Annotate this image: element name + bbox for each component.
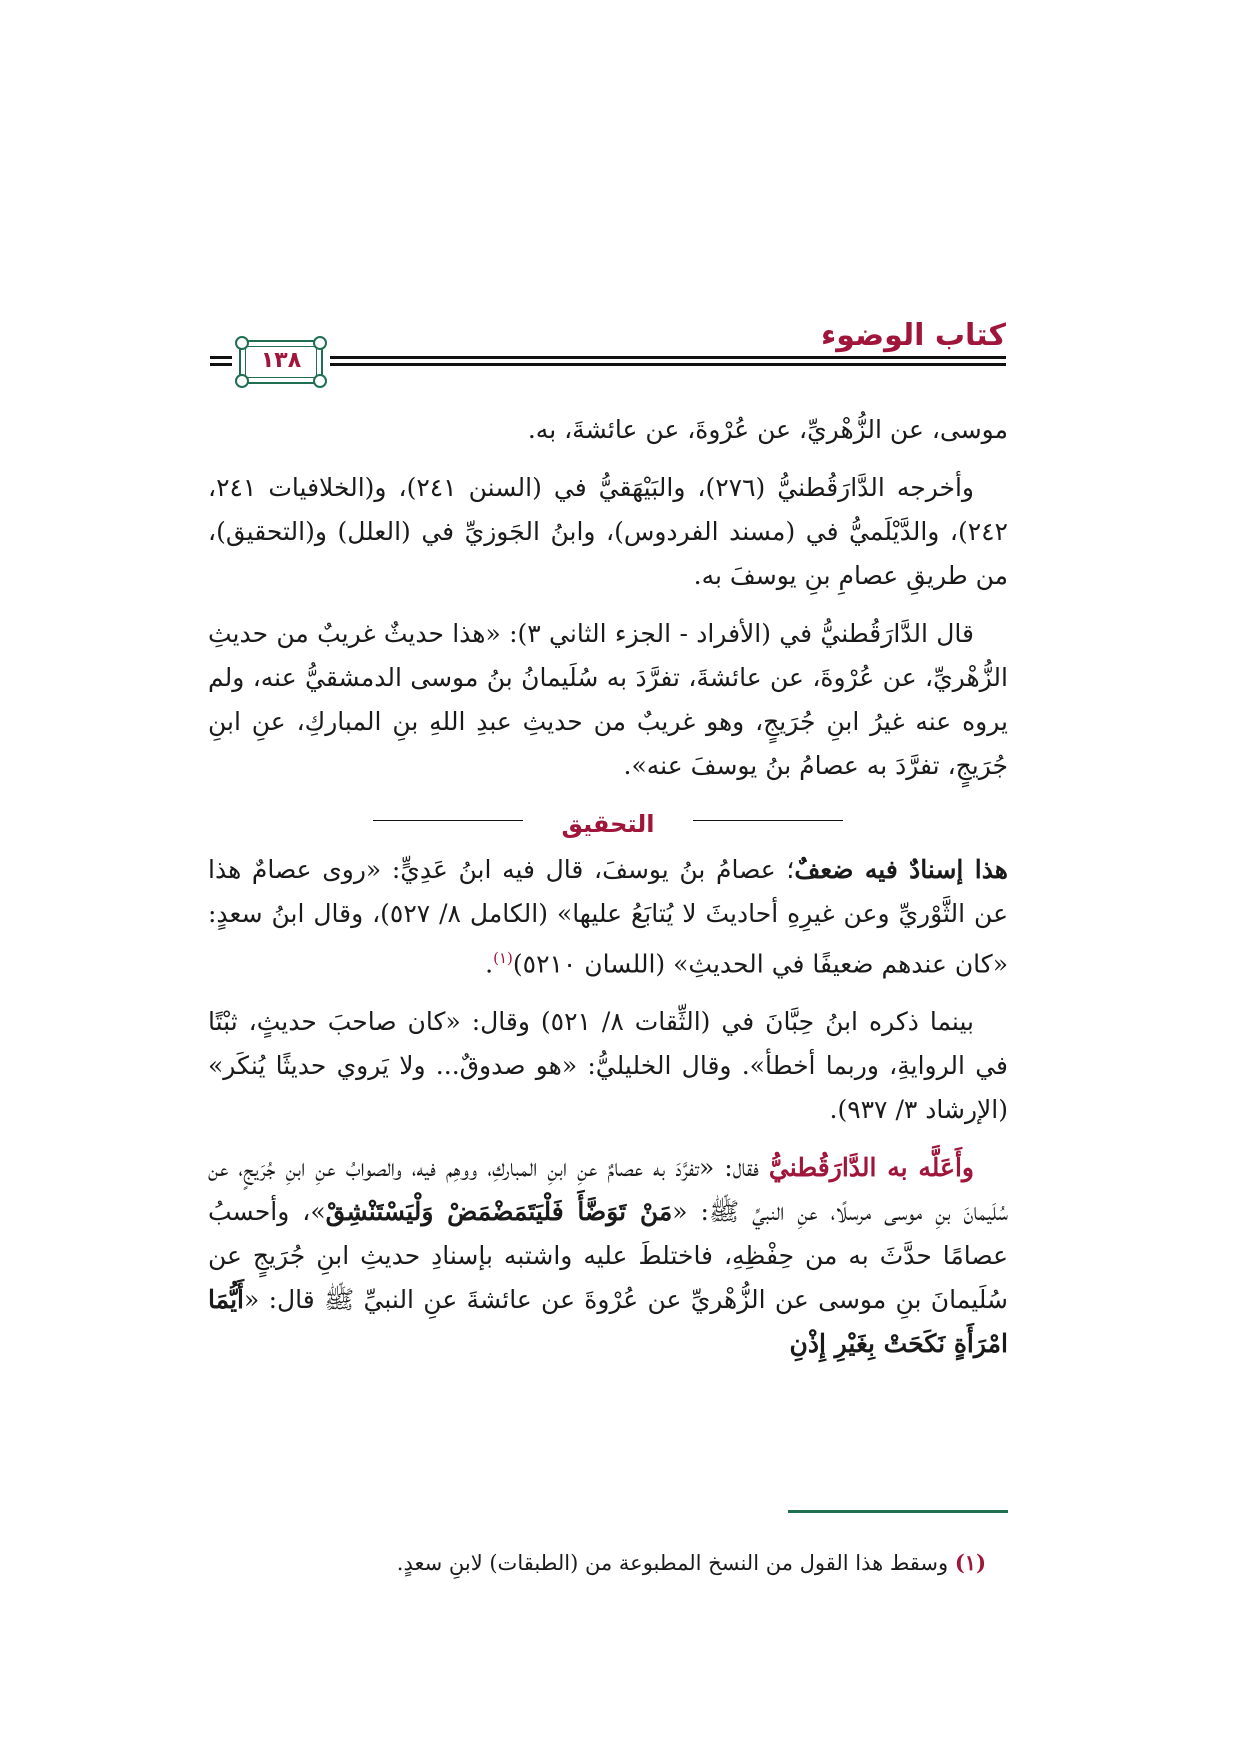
badge-ornament-icon [235,374,249,388]
badge-ornament-icon [313,374,327,388]
paragraph-6-text-b: »، وأحسبُ عصامًا حدَّثَ به من حِفْظِهِ، فاختلطَ عليه واشتبه بإسنادِ حديثِ ابنِ جُرَيجٍ عن سُلَيمانَ بنِ موسى عن الزُّهْريِّ عن عُرْوةَ عن عائشةَ عنِ النبيِّ ﷺ قال: « [208,1197,1008,1315]
header-rule-left-top [210,356,232,359]
footnote-separator [788,1510,1008,1513]
paragraph-4-text: ؛ عصامُ بنُ يوسفَ، قال فيه ابنُ عَدِيٍّ: «روى عصامٌ هذا عن الثَّوْريِّ وعن غيرِهِ أحاديثَ لا يُتابَعُ عليها» (الكامل ٨/ ٥٢٧)، وقال ابنُ سعدٍ: «كان عندهم ضعيفًا في الحديثِ» (اللسان ٥٢١٠) [208,855,1008,979]
page-header [210,318,1006,394]
isnad-verdict: هذا إسنادٌ فيه ضعفٌ [794,855,1008,884]
header-rule-top [330,356,1006,359]
page-number: ١٣٨ [260,348,302,373]
illah-lead: وأَعَلَّه به الدَّارَقُطنيُّ [768,1153,974,1183]
header-rule-bottom [330,363,1006,366]
footnote-number: (١) [954,1550,986,1575]
footnote-ref: (١) [493,949,513,967]
paragraph-1: موسى، عن الزُّهْريِّ، عن عُرْوةَ، عن عائشةَ، به. [527,415,1008,444]
paragraph-4-end: . [485,949,494,979]
section-title: التحقيق [561,810,655,838]
paragraph-5: بينما ذكره ابنُ حِبَّانَ في (الثِّقات ٨/ ٥٢١) وقال: «كان صاحبَ حديثٍ، ثبْتًا في الروايةِ، وربما أخطأ». وقال الخليليُّ: «هو صدوقٌ... ولا يَروي حديثًا يُنكَر» (الإرشاد ٣/ ٩٣٧). [208,1007,1008,1125]
footnote [208,1546,986,1580]
hadith-text-1: مَنْ تَوَضَّأَ فَلْيَتَمَضْمَضْ وَلْيَسْتَنْشِقْ [325,1197,673,1227]
hadith-text-2: أَيُّمَا امْرَأَةٍ نَكَحَتْ بِغَيْرِ إِذْنِ [208,1285,1008,1359]
paragraph-4 [208,848,1008,986]
paragraph-6-text-a: فقال: «تفرَّدَ به عصامٌ عنِ ابنِ المباركِ، ووهِم فيه، والصوابُ عنِ ابنِ جُرَيجٍ، عن سُلَيمانَ بنِ موسى مرسلًا، عنِ النبيِّ ﷺ: « [208,1153,1008,1227]
paragraph-3: قال الدَّارَقُطنيُّ في (الأفراد - الجزء الثاني ٣): «هذا حديثٌ غريبٌ من حديثِ الزُّهْريِّ، عن عُرْوةَ، عن عائشةَ، تفرَّدَ به سُلَيمانُ بنُ موسى الدمشقيُّ عنه، ولم يروه عنه غيرُ ابنِ جُرَيجٍ، وهو غريبٌ من حديثِ عبدِ اللهِ بنِ المباركِ، عنِ ابنِ جُرَيجٍ، تفرَّدَ به عصامُ بنُ يوسفَ عنه». [208,619,1008,780]
header-rule-left-bottom [210,363,232,366]
paragraph-2: وأخرجه الدَّارَقُطنيُّ (٢٧٦)، والبَيْهَقيُّ في (السنن ٢٤١)، و(الخلافيات ٢٤١، ٢٤٢)، والدَّيْلَميُّ في (مسند الفردوس)، وابنُ الجَوزيِّ في (العلل) و(التحقيق)، من طريقِ عصامِ بنِ يوسفَ به. [208,473,1008,590]
paragraph-6 [208,1146,1008,1366]
book-title: كتاب الوضوء [820,318,1006,353]
main-text [208,408,1008,1380]
footnote-text: وسقط هذا القول من النسخ المطبوعة من (الطبقات) لابنِ سعدٍ. [396,1551,955,1575]
page-number-badge [239,340,323,384]
section-divider [208,802,1008,838]
